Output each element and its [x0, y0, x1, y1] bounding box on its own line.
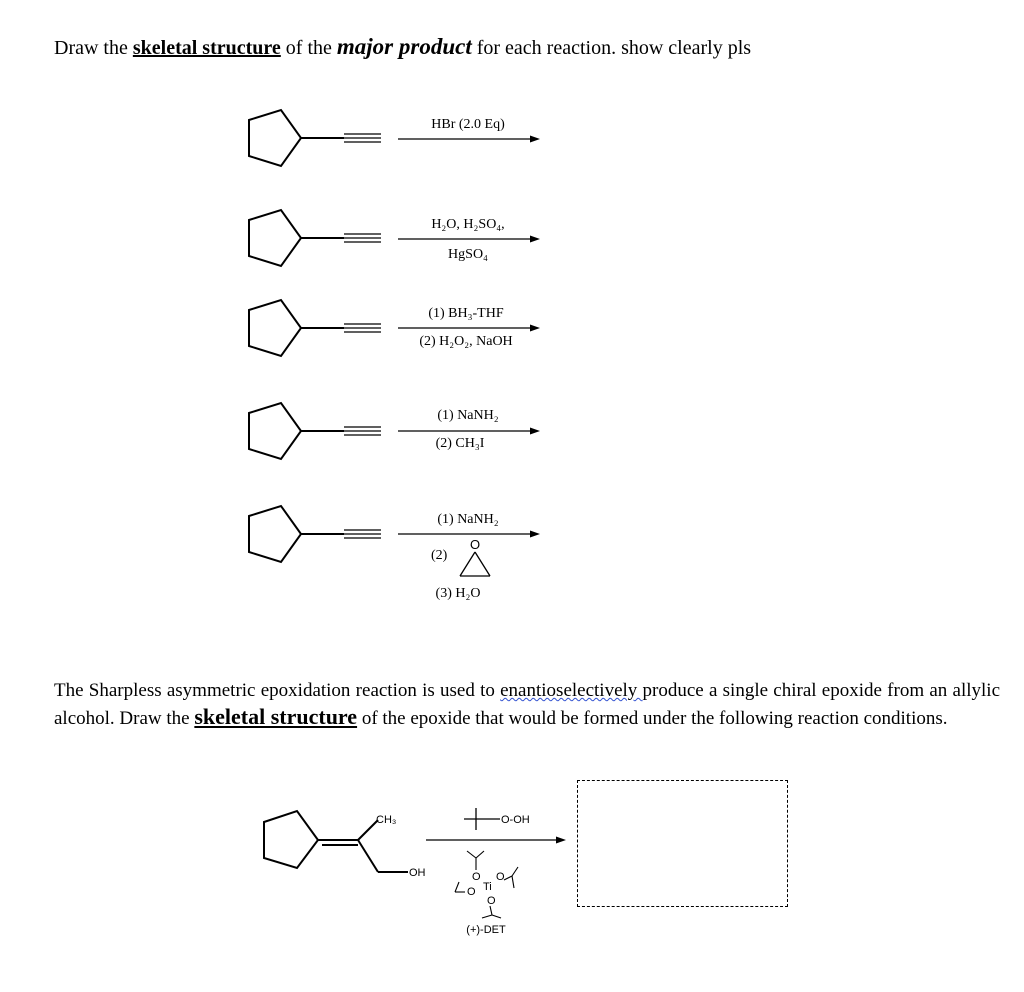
reaction-4-step-1: (1) NaNH₂	[437, 408, 499, 423]
sharpless-text-1: The Sharpless asymmetric epoxidation reaction is used to	[54, 680, 501, 701]
reaction-arrow-sharpless	[426, 837, 566, 844]
tbhp-structure	[464, 808, 500, 830]
reaction-5-step-3: (3) H₂O	[435, 586, 481, 601]
reaction-5-step-1: (1) NaNH₂	[437, 512, 499, 527]
title-emphasis-skeletal: skeletal structure	[132, 37, 281, 59]
ti-oxygen-right: O	[496, 871, 505, 883]
title-text-2: of the	[280, 37, 337, 59]
reaction-arrow-2	[398, 236, 540, 243]
det-label: (+)-DET	[466, 924, 506, 936]
cyclopentylacetylene-1	[249, 110, 381, 166]
reaction-3-step-1: (1) BH₃-THF	[428, 306, 504, 321]
answer-box[interactable]	[577, 780, 788, 907]
titanium-label: Ti	[483, 881, 492, 893]
reaction-arrow-3	[398, 325, 540, 332]
epoxide-oxygen-label: O	[469, 537, 481, 552]
reaction-2-reagent-1: H₂O, H₂SO₄,	[431, 217, 505, 232]
reaction-arrow-1	[398, 136, 540, 143]
reaction-5-step-2: (2)	[431, 548, 448, 563]
reaction-arrow-4	[398, 428, 540, 435]
sharpless-emphasis: skeletal structure	[194, 704, 358, 729]
cyclopentylacetylene-3	[249, 300, 381, 356]
title-emphasis-major: major product	[336, 34, 472, 59]
ethylene-oxide	[460, 552, 490, 576]
peroxide-label: O-OH	[501, 814, 530, 826]
ti-oxygen-bottom: O	[487, 895, 496, 907]
hydroxyl-label: OH	[409, 867, 426, 879]
reaction-4-step-2: (2) CH₃I	[435, 436, 485, 451]
title-text-3: for each reaction. show clearly pls	[471, 37, 752, 59]
reaction-3-step-2: (2) H₂O₂, NaOH	[419, 334, 513, 349]
cyclopentylacetylene-4	[249, 403, 381, 459]
title-text-1: Draw the	[54, 37, 133, 59]
ti-oxygen-top: O	[472, 871, 481, 883]
reaction-1-reagent: HBr (2.0 Eq)	[431, 117, 505, 132]
sharpless-spellcheck-word: enantioselectively	[500, 680, 643, 701]
sharpless-text-2: produce a single chiral epoxide from an allylic alcohol. Draw the	[54, 680, 1001, 729]
ti-oxygen-left: O	[467, 886, 476, 898]
sharpless-text-3: of the epoxide that would be formed under the following reaction conditions.	[357, 708, 948, 729]
sharpless-paragraph	[54, 678, 1000, 732]
cyclopentylacetylene-5	[249, 506, 381, 562]
cyclopentylacetylene-2	[249, 210, 381, 266]
methyl-label: CH₃	[376, 814, 397, 826]
reaction-2-reagent-2: HgSO₄	[448, 247, 488, 262]
